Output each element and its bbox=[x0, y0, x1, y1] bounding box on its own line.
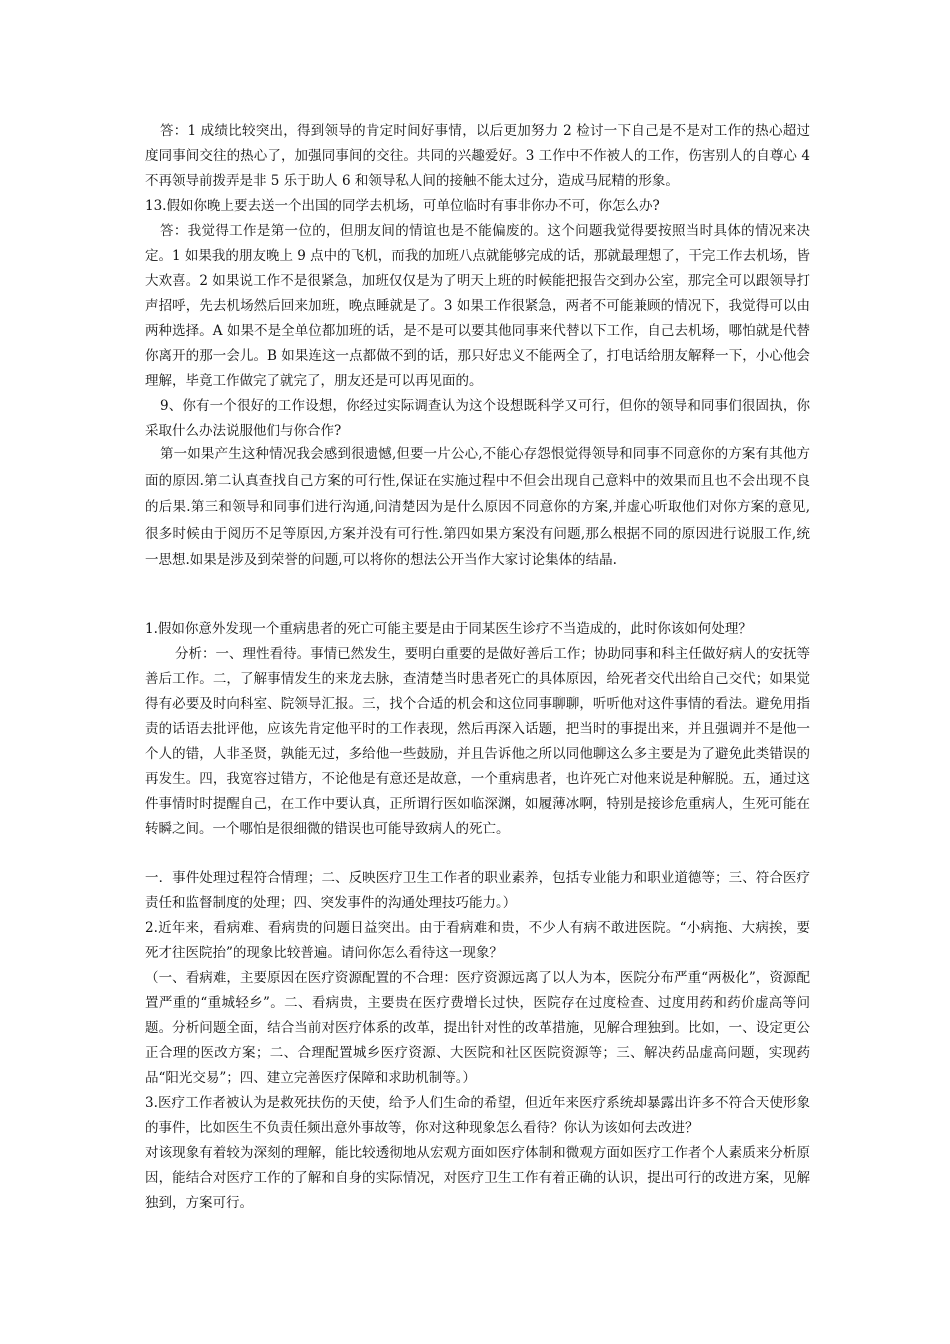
scoring-points-1: 一．事件处理过程符合情理；二、反映医疗卫生工作者的职业素养，包括专业能力和职业道德等；三、符合医疗责任和监督制度的处理；四、突发事件的沟通处理技巧能力。） bbox=[145, 870, 810, 911]
analysis-paragraph-1: 分析：一、理性看待。事情已然发生，要明白重要的是做好善后工作；协助同事和科主任做好病人的安抚等善后工作。二，了解事情发生的来龙去脉，查清楚当时患者死亡的具体原因，给死者交代出给自己交代；如果觉得有必要及时向科室、院领导汇报。三，找个合适的机会和这位同事聊聊，听听他对这件事情的看法。避免用指责的话语去批评他，应该先肯定他平时的工作表现，然后再深入话题，把当时的事提出来，并且强调并不是他一个人的错，人非圣贤，孰能无过，多给他一些鼓励，并且告诉他之所以同他聊这么多主要是为了避免此类错误的再发生。四，我宽容过错方，不论他是有意还是故意，一个重病患者，也许死亡对他来说是种解脱。五，通过这件事情时时提醒自己，在工作中要认真，正所谓行医如临深渊，如履薄冰啊，特别是接诊危重病人，生死可能在转瞬之间。一个哪怕是很细微的错误也可能导致病人的死亡。 bbox=[145, 646, 810, 837]
scoring-points-2: （一、看病难，主要原因在医疗资源配置的不合理：医疗资源远离了以人为本，医院分布严重“两极化”，资源配置严重的“重城轻乡”。二、看病贵，主要贵在医疗费增长过快，医院存在过度检查、过度用药和药价虚高等问题。分析问题全面，结合当前对医疗体系的改革，提出针对性的改革措施，见解合理独到。比如，一、设定更公正合理的医改方案；二、合理配置城乡医疗资源、大医院和社区医院资源等；三、解决药品虚高问题，实现药品“阳光交易”；四、建立完善医疗保障和求助机制等。） bbox=[145, 970, 810, 1086]
question-13: 13.假如你晚上要去送一个出国的同学去机场，可单位临时有事非你办不可，你怎么办? bbox=[145, 198, 660, 214]
scoring-points-3: 对该现象有着较为深刻的理解，能比较透彻地从宏观方面如医疗体制和微观方面如医疗工作者个人素质来分析原因，能结合对医疗工作的了解和自身的实际情况，对医疗卫生工作有着正确的认识，提出可行的改进方案，见解独到，方案可行。 bbox=[145, 1145, 810, 1211]
question-2: 2.近年来，看病难、看病贵的问题日益突出。由于看病难和贵，不少人有病不敢进医院。“小病拖、大病挨，要死才往医院抬”的现象比较普遍。请问你怎么看待这一现象？ bbox=[145, 920, 810, 961]
answer-paragraph-13: 答：我觉得工作是第一位的，但朋友间的情谊也是不能偏废的。这个问题我觉得要按照当时具体的情况来决定。1 如果我的朋友晚上 9 点中的飞机，而我的加班八点就能够完成的话，那就最理想了，干完工作去机场，皆大欢喜。2 如果说工作不是很紧急，加班仅仅是为了明天上班的时候能把报告交到办公室，那完全可以跟领导打声招呼，先去机场然后回来加班，晚点睡就是了。3 如果工作很紧急，两者不可能兼顾的情况下，我觉得可以由两种选择。A 如果不是全单位都加班的话，是不是可以要其他同事来代替以下工作，自己去机场，哪怕就是代替你离开的那一会儿。B 如果连这一点都做不到的话，那只好忠义不能两全了，打电话给朋友解释一下，小心他会理解，毕竟工作做完了就完了，朋友还是可以再见面的。 bbox=[145, 223, 810, 389]
answer-paragraph-1: 答：1 成绩比较突出，得到领导的肯定时间好事情，以后更加努力 2 检讨一下自己是不是对工作的热心超过度同事间交往的热心了，加强同事间的交往。共同的兴趣爱好。3 工作中不作被人的工作，伤害别人的自尊心 4 不再领导前拨弄是非 5 乐于助人 6 和领导私人间的接触不能太过分，造成马屁精的形象。 bbox=[145, 123, 810, 189]
question-1: 1.假如你意外发现一个重病患者的死亡可能主要是由于同某医生诊疗不当造成的，此时你该如何处理？ bbox=[145, 621, 752, 637]
question-9: 9、你有一个很好的工作设想，你经过实际调查认为这个设想既科学又可行，但你的领导和同事们很固执，你采取什么办法说服他们与你合作? bbox=[145, 398, 810, 439]
answer-paragraph-9: 第一如果产生这种情况我会感到很遗憾,但要一片公心,不能心存怨恨觉得领导和同事不同意你的方案有其他方面的原因.第二认真查找自己方案的可行性,保证在实施过程中不但会出现自己意料中的效果而且也不会出现不良的后果.第三和领导和同事们进行沟通,问清楚因为是什么原因不同意你的方案,并虚心听取他们对你方案的意见,很多时候由于阅历不足等原因,方案并没有可行性.第四如果方案没有问题,那么根据不同的原因进行说服工作,统一思想.如果是涉及到荣誉的问题,可以将你的想法公开当作大家讨论集体的结晶. bbox=[145, 446, 810, 569]
question-3: 3.医疗工作者被认为是救死扶伤的天使，给予人们生命的希望，但近年来医疗系统却暴露出许多不符合天使形象的事件，比如医生不负责任频出意外事故等，你对这种现象怎么看待？你认为该如何去改进？ bbox=[145, 1095, 810, 1136]
